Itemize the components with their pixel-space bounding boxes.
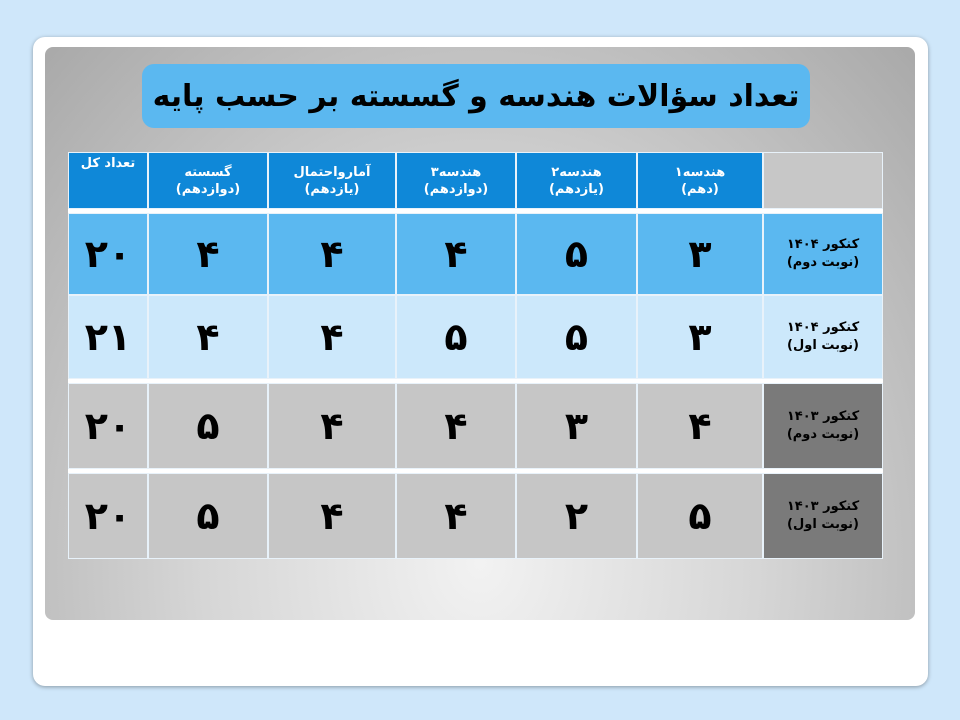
- table-row: [68, 473, 883, 559]
- slide-title: تعداد سؤالات هندسه و گسسته بر حسب پایه: [142, 64, 810, 128]
- table-row: [68, 295, 883, 379]
- header-cell: [68, 152, 148, 209]
- header-line2: (دوازدهم): [175, 181, 241, 197]
- value-cell: ۴: [148, 213, 268, 295]
- header-line1: هندسه۱: [674, 164, 726, 180]
- header-corner: [763, 152, 883, 209]
- value-cell: ۴: [396, 213, 516, 295]
- header-line1: آمارواحتمال: [293, 164, 371, 180]
- header-cell: [396, 152, 516, 209]
- row-label: [763, 295, 883, 379]
- table-row: [68, 213, 883, 295]
- value-cell: ۴: [148, 295, 268, 379]
- header-line2: (دوازدهم): [423, 181, 489, 197]
- header-line1: تعداد کل: [80, 156, 136, 171]
- row-label: [763, 383, 883, 469]
- row-label-line2: (نوبت دوم): [786, 427, 860, 442]
- row-label-line2: (نوبت دوم): [786, 255, 860, 270]
- row-label: [763, 473, 883, 559]
- value-cell: ۳: [637, 295, 763, 379]
- value-cell: ۵: [148, 383, 268, 469]
- value-cell: ۴: [268, 295, 396, 379]
- value-cell: ۴: [268, 473, 396, 559]
- value-cell: ۴: [396, 473, 516, 559]
- value-cell: ۵: [516, 213, 637, 295]
- value-cell: ۴: [268, 213, 396, 295]
- value-cell: ۴: [396, 383, 516, 469]
- header-cell: [268, 152, 396, 209]
- row-label-line1: کنکور ۱۴۰۳: [786, 499, 860, 514]
- header-cell: [516, 152, 637, 209]
- value-cell: ۲۰: [68, 213, 148, 295]
- row-label-line1: کنکور ۱۴۰۴: [786, 320, 860, 335]
- row-label-line1: کنکور ۱۴۰۳: [786, 409, 860, 424]
- value-cell: ۳: [637, 213, 763, 295]
- header-line1: گسسته: [184, 164, 232, 180]
- value-cell: ۲: [516, 473, 637, 559]
- row-label: [763, 213, 883, 295]
- row-label-line2: (نوبت اول): [787, 517, 859, 532]
- header-line1: هندسه۳: [430, 164, 482, 180]
- header-row: [68, 152, 883, 209]
- value-cell: ۵: [396, 295, 516, 379]
- value-cell: ۵: [148, 473, 268, 559]
- value-cell: ۲۰: [68, 473, 148, 559]
- value-cell: ۲۱: [68, 295, 148, 379]
- header-cell: [148, 152, 268, 209]
- row-label-line2: (نوبت اول): [787, 338, 859, 353]
- header-line1: هندسه۲: [551, 164, 602, 180]
- value-cell: ۴: [637, 383, 763, 469]
- row-label-line1: کنکور ۱۴۰۴: [786, 237, 860, 252]
- table-row: [68, 383, 883, 469]
- value-cell: ۳: [516, 383, 637, 469]
- value-cell: ۴: [268, 383, 396, 469]
- value-cell: ۵: [516, 295, 637, 379]
- header-line2: (یازدهم): [548, 181, 604, 197]
- value-cell: ۵: [637, 473, 763, 559]
- header-cell: [637, 152, 763, 209]
- value-cell: ۲۰: [68, 383, 148, 469]
- questions-table: [68, 152, 883, 559]
- header-line2: (دهم): [681, 181, 719, 197]
- header-line2: (یازدهم): [304, 181, 360, 197]
